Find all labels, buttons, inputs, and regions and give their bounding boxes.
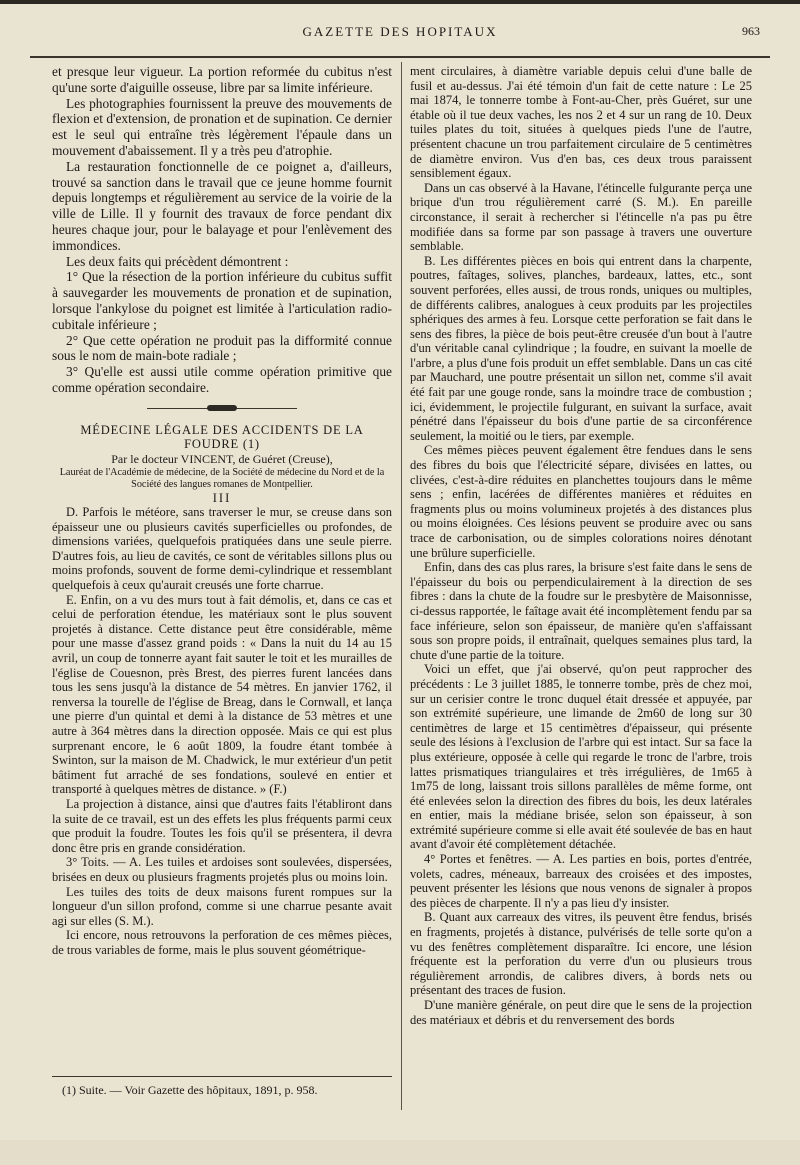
paragraph: 3° Qu'elle est aussi utile comme opération primitive que comme opération secondaire. bbox=[52, 364, 392, 395]
page-header bbox=[40, 24, 760, 46]
paragraph: D. Parfois le météore, sans traverser le mur, se creuse dans son épaisseur une ou plusieurs cavités superficielles ou profondes, de dimensions variées, quelquefois pratiquées dans une seule pierre. D'autres fois, au lieu de cavités, ce sont de véritables sillons plus ou moins profonds, souvent de forme demi-cylindrique et ressemblant quelquefois à ceux qu'aurait creusés une forte charrue. bbox=[52, 505, 392, 593]
top-border bbox=[0, 0, 800, 4]
paragraph: 1° Que la résection de la portion inférieure du cubitus suffit à sauvegarder les mouvements de pronation et de supination, lorsque l'ankylose du poignet est limitée à l'articulation radio-cubitale inférieure ; bbox=[52, 269, 392, 332]
paragraph: B. Les différentes pièces en bois qui entrent dans la charpente, poutres, faîtages, solives, planches, bardeaux, lattes, etc., sont souvent perforées, elles aussi, de trous ronds, uniques ou multiples, de différents calibres, analogues à ceux produits par les projectiles sphériques des armes à feu. Lorsque cette perforation se fait dans le sens des fibres, la pièce de bois peut-être creusée d'un bout à l'autre d'un véritable canal cylindrique ; la foudre, en suivant la moelle de l'arbre, a plus d'une fois produit un effet semblable. Dans un cas cité par Mauchard, une poutre présentait un sillon net, comme s'il avait été fait par une gouge ronde, sans la moindre trace de combustion ; ici, évidemment, le projectile fulgurant, en suivant la surface, avait pénétré dans l'épaisseur du bois d'une partie de sa circonférence seulement, la moitié ou le tiers, par exemple. bbox=[410, 253, 752, 443]
paragraph: Enfin, dans des cas plus rares, la brisure s'est faite dans le sens de l'épaisseur du bois ou perpendiculairement à la direction de ses fibres : dans la chute de la foudre sur le presbytère de Maisonnisse, ci-dessus rapportée, le faîtage avait été incomplètement fendu par sa face inférieure, selon son épaisseur, de manière qu'en s'affaissant sous son propre poids, il entraînait, quelques semaines plus tard, la chute d'une partie de la toiture. bbox=[410, 560, 752, 662]
paragraph: B. Quant aux carreaux des vitres, ils peuvent être fendus, brisés en fragments, projetés à distance, pulvérisés de telle sorte qu'on a vu des fenêtres complètement disparaître. Ici encore, une lésion fréquente est la perforation du verre d'un ou plusieurs trous régulièrement arrondis, de calibres divers, à bords nets ou présentant des traces de fusion. bbox=[410, 910, 752, 998]
paragraph: Les deux faits qui précèdent démontrent : bbox=[66, 253, 289, 269]
paragraph: Les photographies fournissent la preuve des mouvements de flexion et d'extension, de pronation et de supination. Ce dernier est le seul qui entraîne très légèrement l'épaule dans un mouvement d'abaissement. Il y a très peu d'atrophie. bbox=[52, 95, 392, 158]
page-number: 963 bbox=[742, 24, 760, 38]
left-column bbox=[52, 64, 392, 958]
paragraph: ment circulaires, à diamètre variable depuis celui d'une balle de fusil et au-dessus. J'ai été témoin d'un fait de cette nature : Le 25 mai 1874, le tonnerre tombe à Font-au-Cher, près Guéret, sur une étable où il tue deux vaches, les nos 2 et 4 sur un rang de 10. Deux tuiles plates du toit, situées à quelques pieds l'une de l'autre, présentent chacune un trou parfaitement circulaire de 5 centimètres de diamètre environ. Vus d'en bas, ces deux trous paraissent sensiblement égaux. bbox=[410, 64, 752, 181]
paragraph: Dans un cas observé à la Havane, l'étincelle fulgurante perça une brique d'un trou régulièrement carré (S. M.). En pareille circonstance, il serait à rechercher si l'étincelle n'a pas pu être modifiée dans sa forme par son passage à travers une ouverture semblable. bbox=[410, 180, 752, 254]
paragraph: 2° Que cette opération ne produit pas la difformité connue sous le nom de main-bote radiale ; bbox=[52, 332, 392, 364]
paragraph: 4° Portes et fenêtres. — A. Les parties en bois, portes d'entrée, volets, cadres, méneaux, barreaux des croisées et des impostes, peuvent présenter les lésions que nous venons de signaler à propos des pièces de charpente. Il n'y a pas lieu d'y insister. bbox=[410, 852, 752, 910]
paragraph: et presque leur vigueur. La portion reformée du cubitus n'est qu'une sorte d'aiguille osseuse, libre par sa limite inférieure. bbox=[52, 64, 392, 95]
separator-ornament bbox=[147, 408, 297, 409]
journal-title: GAZETTE DES HOPITAUX bbox=[302, 24, 498, 39]
right-column bbox=[410, 64, 752, 1027]
paragraph: E. Enfin, on a vu des murs tout à fait démolis, et, dans ce cas et celui de perforation étendue, les matériaux sont le plus souvent projetés à distance. Cette distance peut être considérable, même pour une masse d'assez grand poids : « Dans la nuit du 14 au 15 avril, un coup de tonnerre ayant fait sauter le toit et les murailles de l'église de Couesnon, près Brest, des pierres furent lancées dans tous les sens jusqu'à la distance de 54 mètres. En janvier 1762, il renversa la tourelle de l'église de Breag, dans le Cornwall, et lança une pierre d'un quintal et demi à la distance de 53 mètres et une autre à 364 mètres dans la direction opposée. Mais ce qui est plus surprenant encore, le 6 août 1809, la foudre étant tombée à Swinton, sur la maison de M. Chadwick, le mur extérieur d'un petit bâtiment fut arraché de ses fondations, soulevé en entier et transporté à quelques mètres de distance. » (F.) bbox=[52, 592, 392, 797]
bottom-margin bbox=[0, 1140, 800, 1165]
footnote-rule bbox=[52, 1076, 392, 1077]
paragraph: D'une manière générale, on peut dire que le sens de la projection des matériaux et débris et du renversement des bords bbox=[410, 998, 752, 1027]
article-author: Par le docteur VINCENT, de Guéret (Creuse), bbox=[111, 451, 333, 466]
paragraph: Ces mêmes pièces peuvent également être fendues dans le sens des fibres du bois que l'électricité sépare, divisées en lattes, ou clivées, c'est-à-dire réduites en planchettes toujours dans le même sens ; enfin, lacérées de différentes manières et réduites en fragments plus ou moins volumineux projetés à des distances plus ou moins éloignées. Ces lésions peuvent se produire avec ou sans trace de carbonisation, ou de simples colorations noires dénotant une brûlure superficielle. bbox=[410, 443, 752, 560]
author-affiliation: Lauréat de l'Académie de médecine, de la Société de médecine du Nord et de la Société des langues romanes de Montpellier. bbox=[59, 466, 385, 490]
section-number: III bbox=[212, 490, 232, 505]
paragraph: Les tuiles des toits de deux maisons furent rompues sur la longueur d'un sillon profond, comme si une charrue pesante avait agi sur elles (S. M.). bbox=[52, 884, 392, 928]
paragraph: Voici un effet, que j'ai observé, qu'on peut rapprocher des précédents : Le 3 juillet 1885, le tonnerre tombe, près de chez moi, sur un cerisier contre le tronc duquel était dressée et appuyée, par son extrémité supérieure, une limande de 2m60 de long sur 30 centimètres de large et 15 centimètres d'épaisseur, qui présente seule des lésions à l'exclusion de l'arbre qui est intact. Sur sa face la plus extérieure, opposée à celle qui regarde le tronc de l'arbre, trois lattes prismatiques triangulaires et très irrégulières, de 1m65 à 1m75 de long, laissant trois sillons parallèles de même forme, ont été enlevées selon la direction des fibres du bois, les deux latérales en entier, mais la médiane brisée, selon son épaisseur, à son extrémité supérieure comme si elle avait été soulevée de bas en haut avant d'avoir été complètement détachée. bbox=[410, 662, 752, 852]
article-title: MÉDECINE LÉGALE DES ACCIDENTS DE LA FOUDRE (1) bbox=[80, 422, 364, 452]
paragraph: La projection à distance, ainsi que d'autres faits l'établiront dans la suite de ce travail, est un des effets les plus fréquents parmi ceux que produit la foudre. Toutes les fois qu'il se présentera, il devra donc être pris en grande considération. bbox=[52, 796, 392, 855]
paragraph: Ici encore, nous retrouvons la perforation de ces mêmes pièces, de trous variables de forme, mais le plus souvent géométrique- bbox=[52, 928, 392, 957]
header-rule bbox=[30, 56, 770, 58]
column-divider bbox=[401, 62, 402, 1110]
footnote: (1) Suite. — Voir Gazette des hôpitaux, 1891, p. 958. bbox=[62, 1083, 318, 1097]
paragraph: 3° Toits. — A. Les tuiles et ardoises sont soulevées, dispersées, brisées en deux ou plusieurs fragments projetés plus ou moins loin. bbox=[52, 855, 392, 884]
paragraph: La restauration fonctionnelle de ce poignet a, d'ailleurs, trouvé sa sanction dans le travail que ce jeune homme fournit depuis longtemps et régulièrement au service de la voirie de la ville de Lille. Il y fournit des travaux de force pendant dix heures chaque jour, pour le balayage et pour l'enlèvement des immondices. bbox=[52, 158, 392, 253]
